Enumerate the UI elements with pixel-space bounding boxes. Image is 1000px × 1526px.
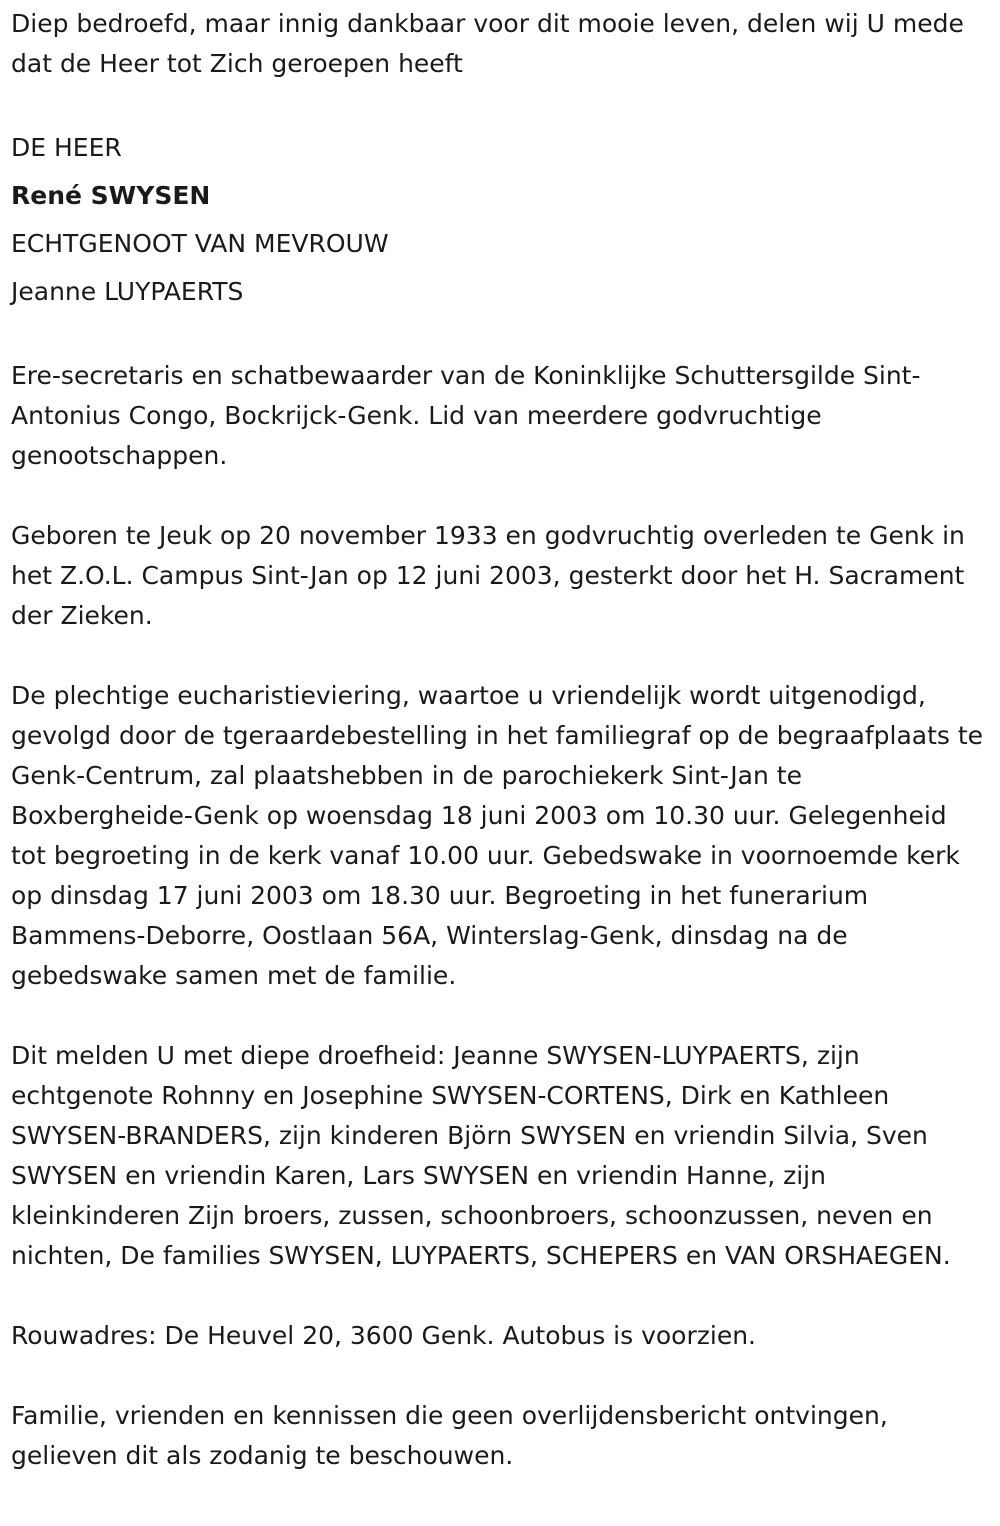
deceased-name: René SWYSEN	[11, 181, 211, 210]
funeral-service-paragraph: De plechtige eucharistieviering, waartoe u vriendelijk wordt uitgenodigd, gevolgd door de tgeraardebestelling in het familiegraf op de begraafplaats te Genk-Centrum, zal plaatshebben in de parochiekerk Sint-Jan te Boxbergheide-Genk op woensdag 18 juni 2003 om 10.30 uur. Gelegenheid tot begroeting in de kerk vanaf 10.00 uur. Gebedswake in voornoemde kerk op dinsdag 17 juni 2003 om 18.30 uur. Begroeting in het funerarium Bammens-Deborre, Oostlaan 56A, Winterslag-Genk, dinsdag na de gebedswake samen met de familie.	[11, 681, 984, 990]
deceased-header	[11, 124, 988, 316]
spouse-label: ECHTGENOOT VAN MEVROUW	[11, 229, 389, 258]
title-prefix: DE HEER	[11, 133, 122, 162]
functions-paragraph: Ere-secretaris en schatbewaarder van de Koninklijke Schuttersgilde Sint-Antonius Congo, Bockrijck-Genk. Lid van meerdere godvruchtige genootschappen.	[11, 361, 921, 470]
mourning-address-paragraph: Rouwadres: De Heuvel 20, 3600 Genk. Autobus is voorzien.	[11, 1321, 756, 1350]
spouse-name: Jeanne LUYPAERTS	[11, 277, 244, 306]
intro-text: Diep bedroefd, maar innig dankbaar voor dit mooie leven, delen wij U mede dat de Heer tot Zich geroepen heeft	[11, 9, 964, 78]
closing-paragraph: Familie, vrienden en kennissen die geen overlijdensbericht ontvingen, gelieven dit als zodanig te beschouwen.	[11, 1401, 888, 1470]
family-paragraph: Dit melden U met diepe droefheid: Jeanne SWYSEN-LUYPAERTS, zijn echtgenote Rohnny en Josephine SWYSEN-CORTENS, Dirk en Kathleen SWYSEN-BRANDERS, zijn kinderen Björn SWYSEN en vriendin Silvia, Sven SWYSEN en vriendin Karen, Lars SWYSEN en vriendin Hanne, zijn kleinkinderen Zijn broers, zussen, schoonbroers, schoonzussen, neven en nichten, De families SWYSEN, LUYPAERTS, SCHEPERS en VAN ORSHAEGEN.	[11, 1041, 951, 1270]
birth-death-paragraph: Geboren te Jeuk op 20 november 1933 en godvruchtig overleden te Genk in het Z.O.L. Campus Sint-Jan op 12 juni 2003, gesterkt door het H. Sacrament der Zieken.	[11, 521, 965, 630]
